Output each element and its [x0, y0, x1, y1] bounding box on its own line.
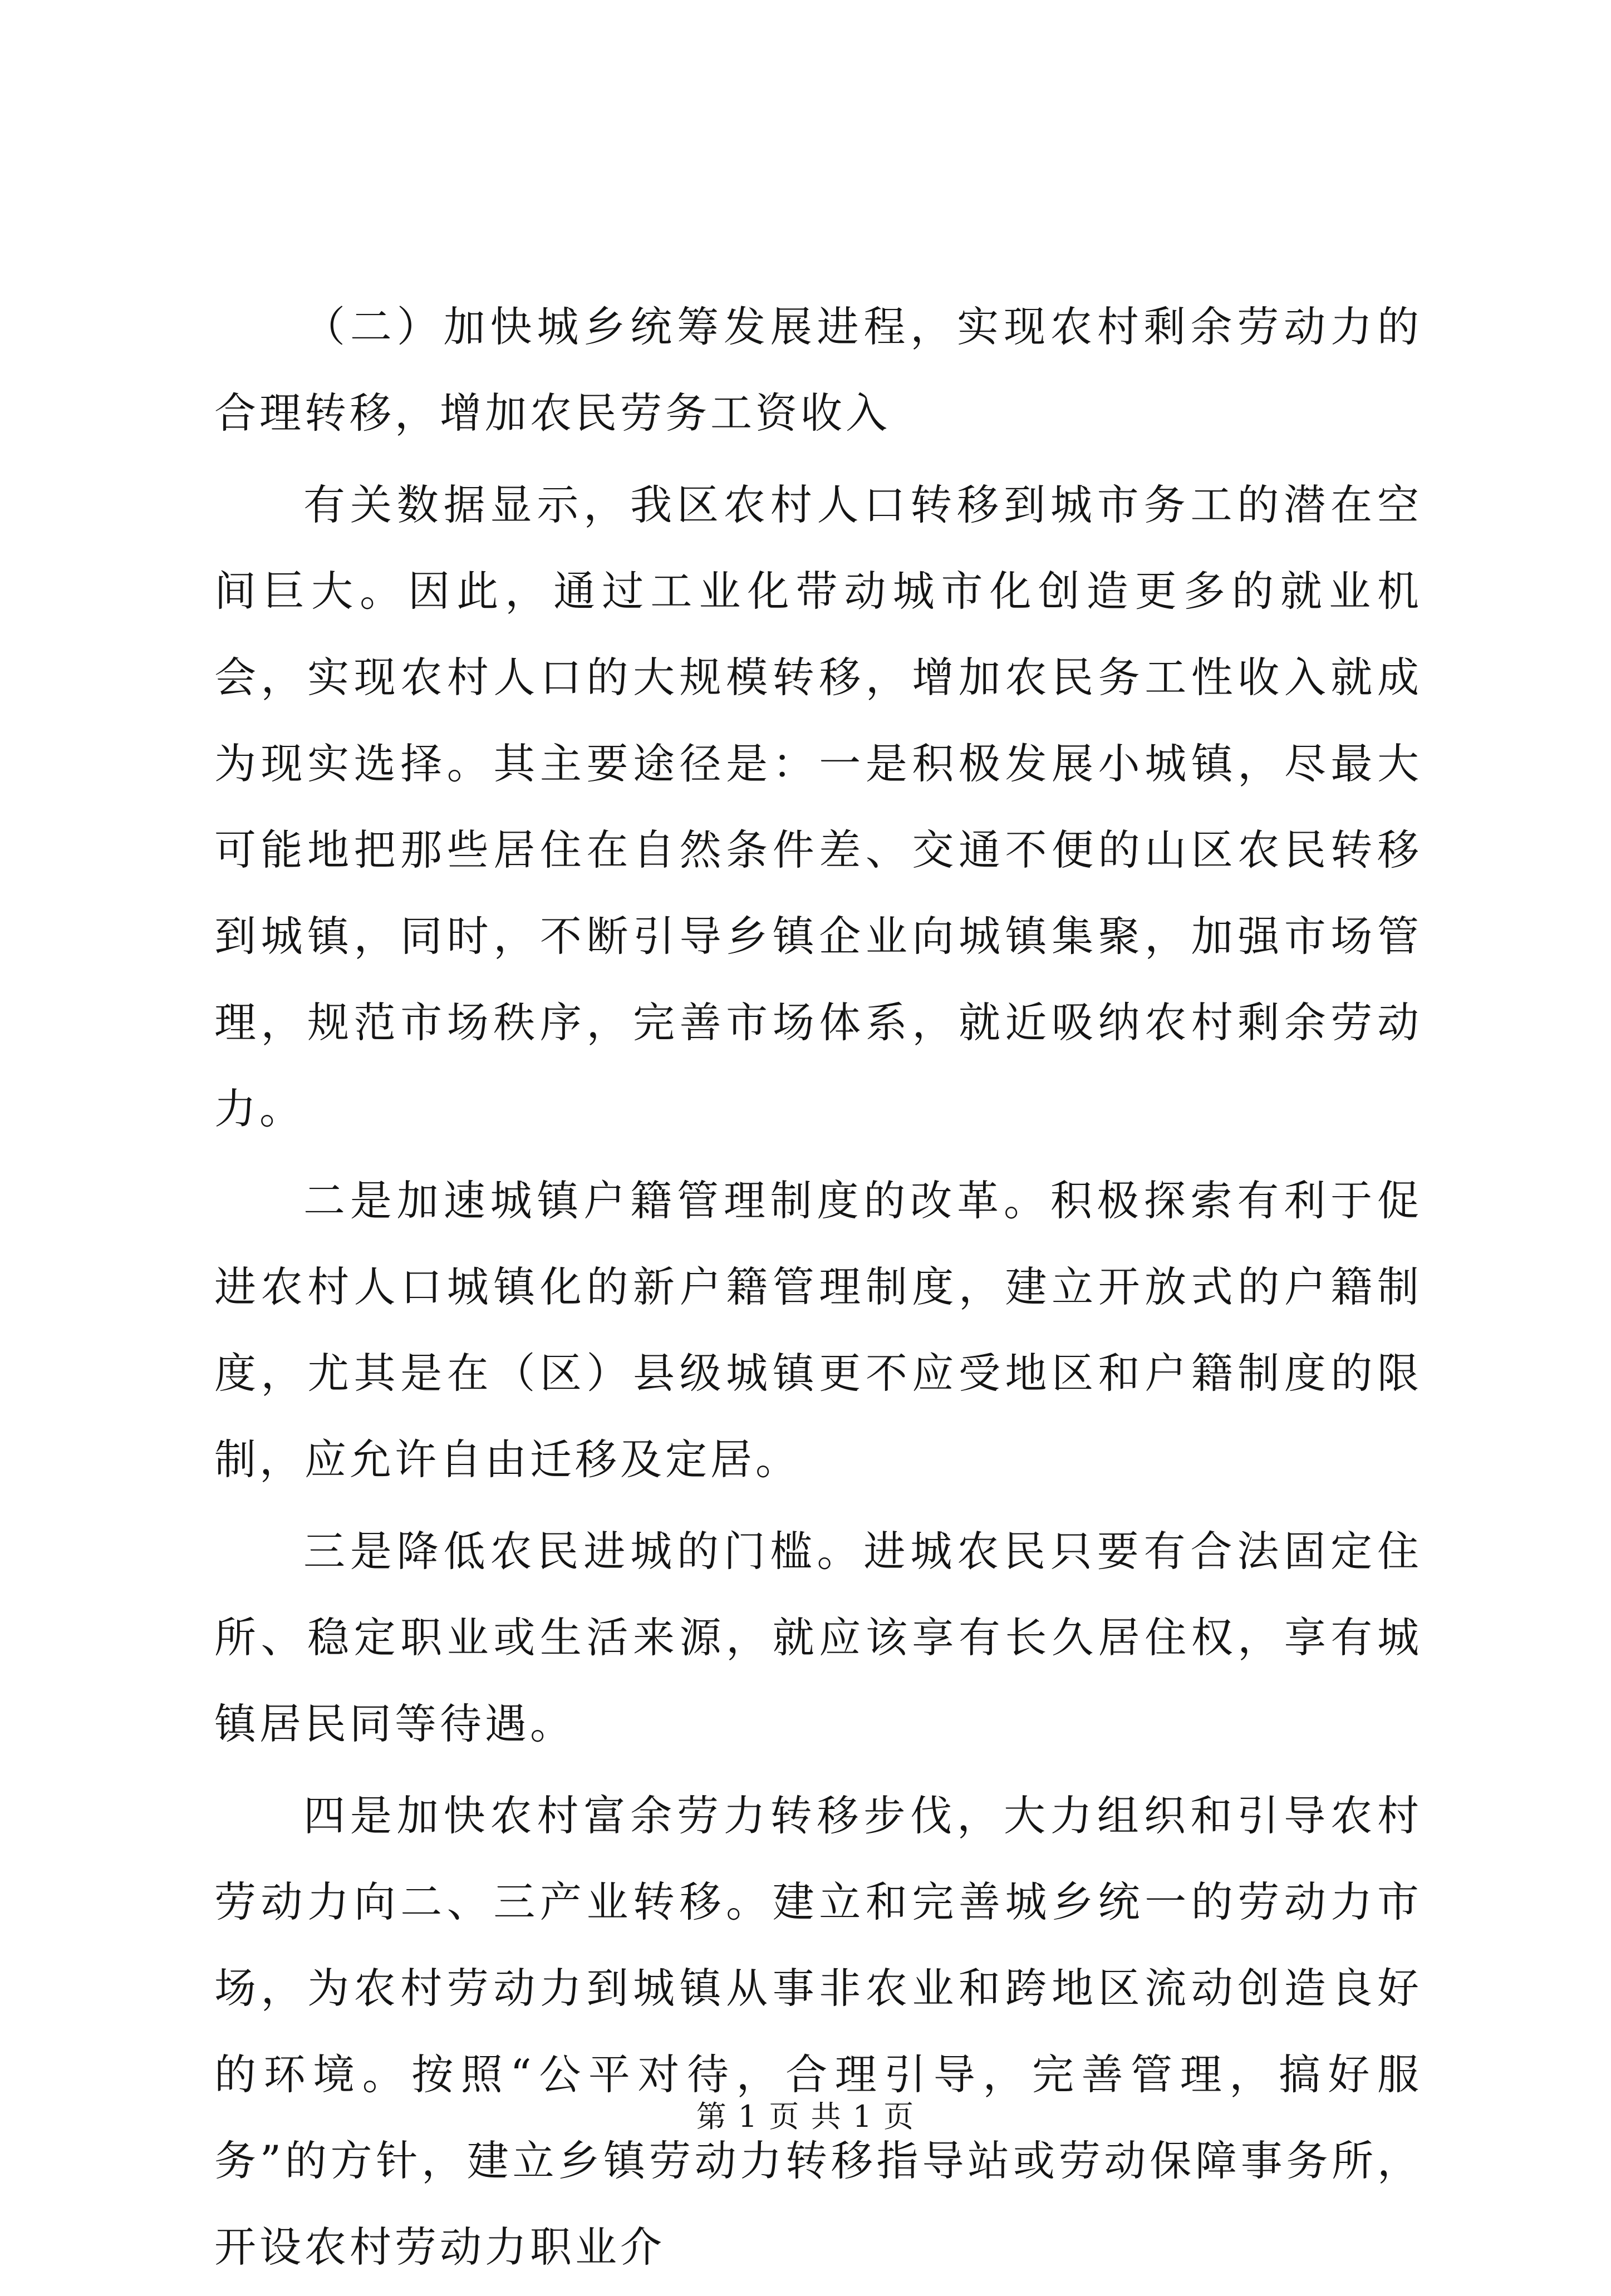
page-footer: 第 1 页 共 1 页: [696, 2099, 915, 2134]
section-heading: （二）加快城乡统筹发展进程，实现农村剩余劳动力的合理转移，增加农民劳务工资收入: [214, 302, 1422, 437]
document-body: [214, 284, 1422, 2296]
paragraph-3: 三是降低农民进城的门槛。进城农民只要有合法固定住所、稳定职业或生活来源，就应该享有长久居住权，享有城镇居民同等待遇。: [214, 1527, 1422, 1748]
paragraph-1: 有关数据显示，我区农村人口转移到城市务工的潜在空间巨大。因此，通过工业化带动城市化创造更多的就业机会，实现农村人口的大规模转移，增加农民务工性收入就成为现实选择。其主要途径是：一是积极发展小城镇，尽最大可能地把那些居住在自然条件差、交通不便的山区农民转移到城镇，同时，不断引导乡镇企业向城镇集聚，加强市场管理，规范市场秩序，完善市场体系，就近吸纳农村剩余劳动力。: [214, 480, 1422, 1133]
paragraph-2: 二是加速城镇户籍管理制度的改革。积极探索有利于促进农村人口城镇化的新户籍管理制度，建立开放式的户籍制度，尤其是在（区）县级城镇更不应受地区和户籍制度的限制，应允许自由迁移及定居。: [214, 1176, 1422, 1484]
paragraph-4: 四是加快农村富余劳力转移步伐，大力组织和引导农村劳动力向二、三产业转移。建立和完善城乡统一的劳动力市场，为农村劳动力到城镇从事非农业和跨地区流动创造良好的环境。按照“公平对待，合理引导，完善管理，搞好服务”的方针，建立乡镇劳动力转移指导站或劳动保障事务所，开设农村劳动力职业介: [214, 1791, 1422, 2272]
